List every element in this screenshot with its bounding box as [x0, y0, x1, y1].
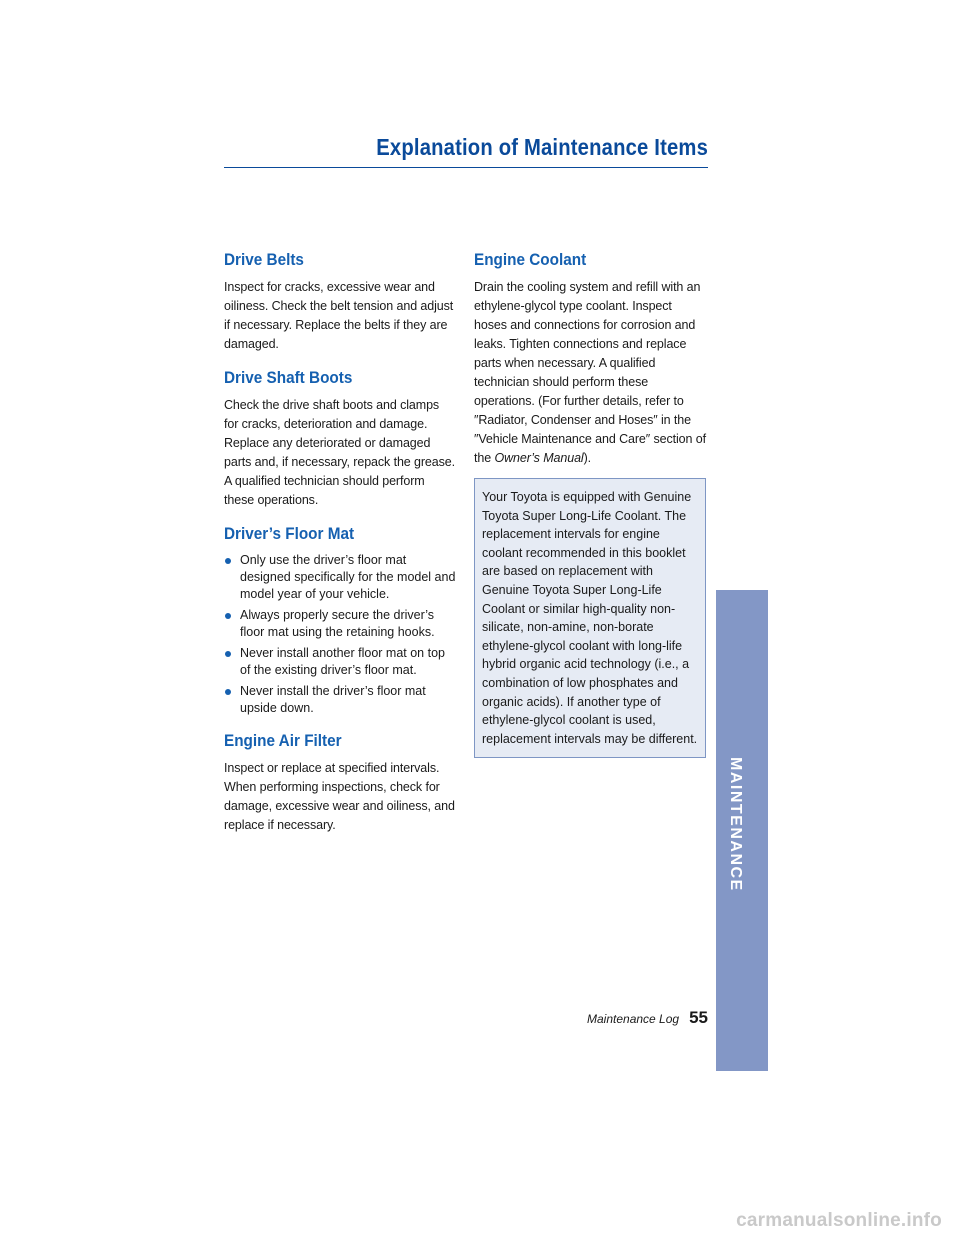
section-drivers-floor-mat	[224, 524, 456, 717]
bullet-text: Never install the driver’s floor mat upside down.	[240, 684, 426, 715]
list-item	[224, 645, 456, 679]
list-item	[224, 607, 456, 641]
drive-shaft-boots-text: Check the drive shaft boots and clamps for cracks, deterioration and damage. Replace any deteriorated or damaged parts and, if necessary, repack the grease. A qualified technician should perform these operations.	[224, 398, 456, 507]
coolant-note-text: Your Toyota is equipped with Genuine Toyota Super Long-Life Coolant. The replacement intervals for engine coolant recommended in this booklet are based on replacement with Genuine Toyota Super Long-Life Coolant or similar high-quality non-silicate, non-amine, non-borate ethylene-glycol coolant with long-life hybrid organic acid technology (i.e., a combination of low phosphates and organic acids). If another type of ethylene-glycol coolant is used, replacement intervals may be different.	[482, 490, 698, 746]
engine-coolant-text	[474, 278, 708, 468]
bullet-text: Only use the driver’s floor mat designed specifically for the model and model year of your vehicle.	[240, 553, 456, 601]
floor-mat-bullet-list	[224, 552, 456, 717]
bullet-icon	[225, 613, 231, 619]
section-drive-shaft-boots	[224, 368, 456, 510]
page-title: Explanation of Maintenance Items	[376, 134, 708, 160]
engine-coolant-text-main: Drain the cooling system and refill with an ethylene-glycol type coolant. Inspect hoses and connections for corrosion and leaks. Tighten connections and replace parts when necessary. A qualified technician should perform these operations. (For further details, refer to ″Radiator, Condenser and Hoses″ in the ″Vehicle Maintenance and Care″ section of the	[474, 280, 706, 465]
bullet-text: Never install another floor mat on top of the existing driver’s floor mat.	[240, 646, 445, 677]
list-item	[224, 552, 456, 603]
section-drive-belts	[224, 250, 456, 354]
right-column	[474, 250, 708, 482]
page-footer	[587, 1008, 708, 1028]
drive-belts-text: Inspect for cracks, excessive wear and oiliness. Check the belt tension and adjust if necessary. Replace the belts if they are damaged.	[224, 280, 454, 351]
drive-belts-heading: Drive Belts	[224, 250, 304, 269]
bullet-icon	[225, 689, 231, 695]
left-column	[224, 250, 456, 849]
page-number: 55	[689, 1008, 708, 1027]
coolant-note-box	[474, 478, 706, 758]
footer-label: Maintenance Log	[587, 1012, 680, 1026]
engine-air-filter-heading: Engine Air Filter	[224, 731, 342, 750]
section-engine-air-filter	[224, 731, 456, 835]
watermark: carmanualsonline.info	[736, 1210, 942, 1231]
section-engine-coolant	[474, 250, 708, 468]
engine-air-filter-text: Inspect or replace at specified intervals. When performing inspections, check for damage, excessive wear and oiliness, and replace if necessary.	[224, 761, 455, 832]
owners-manual-reference: Owner’s Manual	[494, 451, 584, 465]
drive-shaft-boots-heading: Drive Shaft Boots	[224, 368, 353, 387]
drivers-floor-mat-heading: Driver’s Floor Mat	[224, 524, 355, 543]
list-item	[224, 683, 456, 717]
bullet-text: Always properly secure the driver’s floor mat using the retaining hooks.	[240, 608, 435, 639]
engine-coolant-text-end: ).	[583, 451, 592, 465]
title-divider	[224, 167, 708, 168]
bullet-icon	[225, 558, 231, 564]
bullet-icon	[225, 651, 231, 657]
engine-coolant-heading: Engine Coolant	[474, 250, 587, 269]
side-tab-label: MAINTENANCE	[727, 757, 744, 892]
